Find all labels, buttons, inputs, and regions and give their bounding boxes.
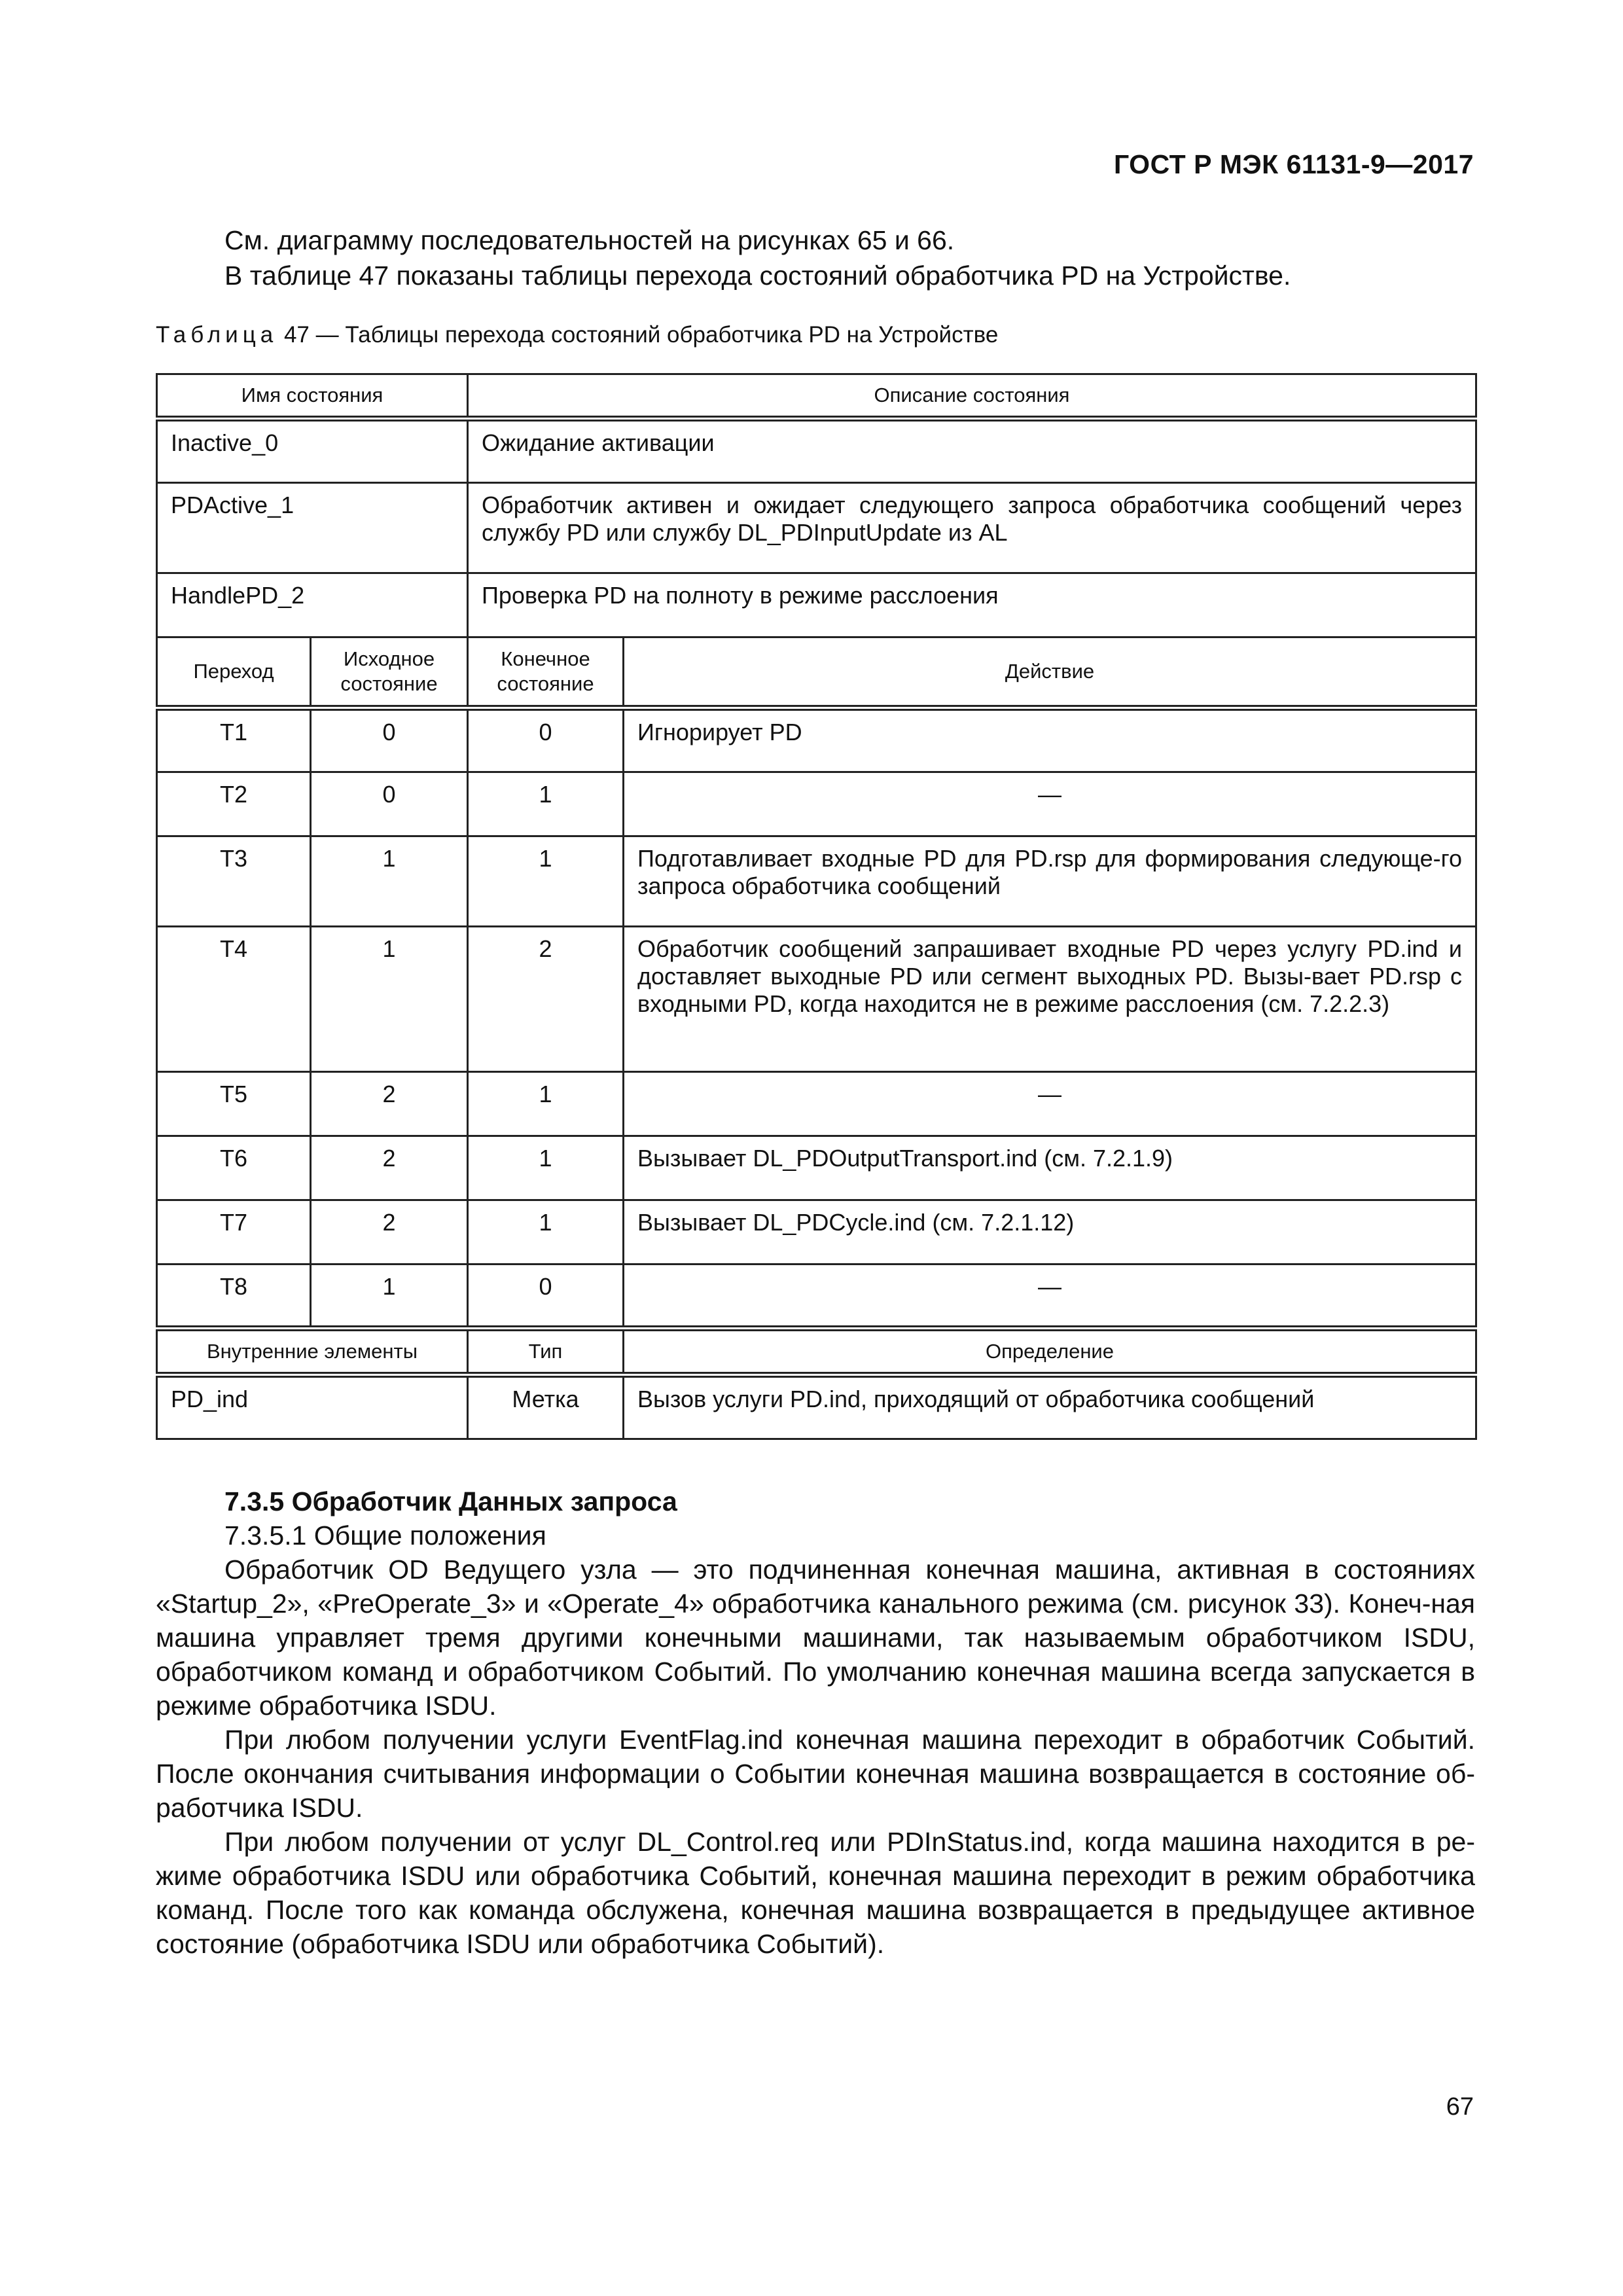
- transition-id: T8: [157, 1265, 311, 1329]
- table-caption: [156, 322, 998, 348]
- header-state-name: Имя состояния: [157, 374, 468, 419]
- header-state-description: Описание состояния: [468, 374, 1476, 419]
- internal-header-row: [157, 1329, 1476, 1375]
- transition-action: —: [624, 772, 1476, 836]
- transition-target: 1: [468, 1072, 624, 1136]
- intro-line-1: См. диаграмму последовательностей на рисунках 65 и 66.: [224, 225, 955, 255]
- transition-target: 2: [468, 927, 624, 1072]
- transition-source: 2: [311, 1136, 468, 1200]
- table-caption-label: Таблица: [156, 322, 278, 348]
- transition-source: 1: [311, 836, 468, 927]
- transition-target: 0: [468, 1265, 624, 1329]
- intro-line-2: В таблице 47 показаны таблицы перехода состояний обработчика PD на Устройстве.: [224, 260, 1291, 291]
- transition-source: 2: [311, 1072, 468, 1136]
- transition-action: —: [624, 1265, 1476, 1329]
- state-name: PDActive_1: [157, 483, 468, 573]
- transition-header-row: [157, 637, 1476, 708]
- transition-id: T4: [157, 927, 311, 1072]
- transition-row: [157, 708, 1476, 772]
- transition-row: [157, 1136, 1476, 1200]
- transition-source: 1: [311, 927, 468, 1072]
- table-caption-text: 47 — Таблицы перехода состояний обработчика PD на Устройстве: [277, 322, 999, 348]
- transition-source: 2: [311, 1200, 468, 1265]
- transition-id: T6: [157, 1136, 311, 1200]
- header-type: Тип: [468, 1329, 624, 1375]
- document-header: ГОСТ Р МЭК 61131-9—2017: [1113, 149, 1474, 179]
- section-paragraph: При любом получении от услуг DL_Control.req или PDInStatus.ind, когда машина находится в ре-жиме обработчика ISDU или обработчика Событий, конечная машина переходит в режим обработчика команд. После того как команда обслужена, конечная машина возвращается в предыдущее активное состояние (обработчика ISDU или обработчика Событий).: [156, 1827, 1475, 1959]
- transition-id: T3: [157, 836, 311, 927]
- transition-source: 0: [311, 708, 468, 772]
- transition-source: 0: [311, 772, 468, 836]
- intro-text: [224, 223, 1291, 293]
- transition-action: Игнорирует PD: [624, 708, 1476, 772]
- state-transition-table: [156, 373, 1477, 1440]
- internal-definition: Вызов услуги PD.ind, приходящий от обработчика сообщений: [624, 1375, 1476, 1439]
- state-description: Обработчик активен и ожидает следующего запроса обработчика сообщений через службу PD или службу DL_PDInputUpdate из AL: [468, 483, 1476, 573]
- state-name: Inactive_0: [157, 419, 468, 483]
- section-7-3-5: [156, 1484, 1475, 1961]
- transition-row: [157, 1200, 1476, 1265]
- header-source-state: Исходное состояние: [311, 637, 468, 708]
- internal-element: PD_ind: [157, 1375, 468, 1439]
- transition-target: 1: [468, 836, 624, 927]
- transition-target: 1: [468, 772, 624, 836]
- transition-action: Подготавливает входные PD для PD.rsp для формирования следующе-го запроса обработчика сообщений: [624, 836, 1476, 927]
- transition-row: [157, 836, 1476, 927]
- internal-type: Метка: [468, 1375, 624, 1439]
- header-target-state: Конечное состояние: [468, 637, 624, 708]
- state-description: Проверка PD на полноту в режиме расслоения: [468, 573, 1476, 637]
- internal-row: [157, 1375, 1476, 1439]
- header-transition: Переход: [157, 637, 311, 708]
- transition-row: [157, 772, 1476, 836]
- section-paragraph: При любом получении услуги EventFlag.ind конечная машина переходит в обработчик Событий. После окончания считывания информации о Событии конечная машина возвращается в состояние об-работчика ISDU.: [156, 1725, 1475, 1823]
- transition-id: T5: [157, 1072, 311, 1136]
- transition-id: T2: [157, 772, 311, 836]
- transition-target: 1: [468, 1136, 624, 1200]
- transition-source: 1: [311, 1265, 468, 1329]
- transition-action: Вызывает DL_PDCycle.ind (см. 7.2.1.12): [624, 1200, 1476, 1265]
- section-paragraph: Обработчик OD Ведущего узла — это подчиненная конечная машина, активная в состояниях «Startup_2», «PreOperate_3» и «Operate_4» обработчика канального режима (см. рисунок 33). Конеч-ная машина управляет тремя другими конечными машинами, так называемым обработчиком ISDU, обработчиком команд и обработчиком Событий. По умолчанию конечная машина всегда запускается в режиме обработчика ISDU.: [156, 1554, 1475, 1721]
- state-row: [157, 573, 1476, 637]
- state-row: [157, 419, 1476, 483]
- transition-id: T7: [157, 1200, 311, 1265]
- transition-action: Обработчик сообщений запрашивает входные PD через услугу PD.ind и доставляет выходные PD или сегмент выходных PD. Вызы-вает PD.rsp с входными PD, когда находится не в режиме расслоения (см. 7.2.2.3): [624, 927, 1476, 1072]
- transition-row: [157, 927, 1476, 1072]
- transition-target: 0: [468, 708, 624, 772]
- header-definition: Определение: [624, 1329, 1476, 1375]
- transition-target: 1: [468, 1200, 624, 1265]
- transition-action: Вызывает DL_PDOutputTransport.ind (см. 7.2.1.9): [624, 1136, 1476, 1200]
- state-name: HandlePD_2: [157, 573, 468, 637]
- transition-id: T1: [157, 708, 311, 772]
- state-description: Ожидание активации: [468, 419, 1476, 483]
- section-subheading: 7.3.5.1 Общие положения: [224, 1520, 546, 1551]
- transition-row: [157, 1072, 1476, 1136]
- state-header-row: [157, 374, 1476, 419]
- header-action: Действие: [624, 637, 1476, 708]
- header-internal-element: Внутренние элементы: [157, 1329, 468, 1375]
- section-heading: 7.3.5 Обработчик Данных запроса: [224, 1486, 677, 1516]
- state-row: [157, 483, 1476, 573]
- transition-action: —: [624, 1072, 1476, 1136]
- transition-row: [157, 1265, 1476, 1329]
- page-number: 67: [1446, 2093, 1474, 2121]
